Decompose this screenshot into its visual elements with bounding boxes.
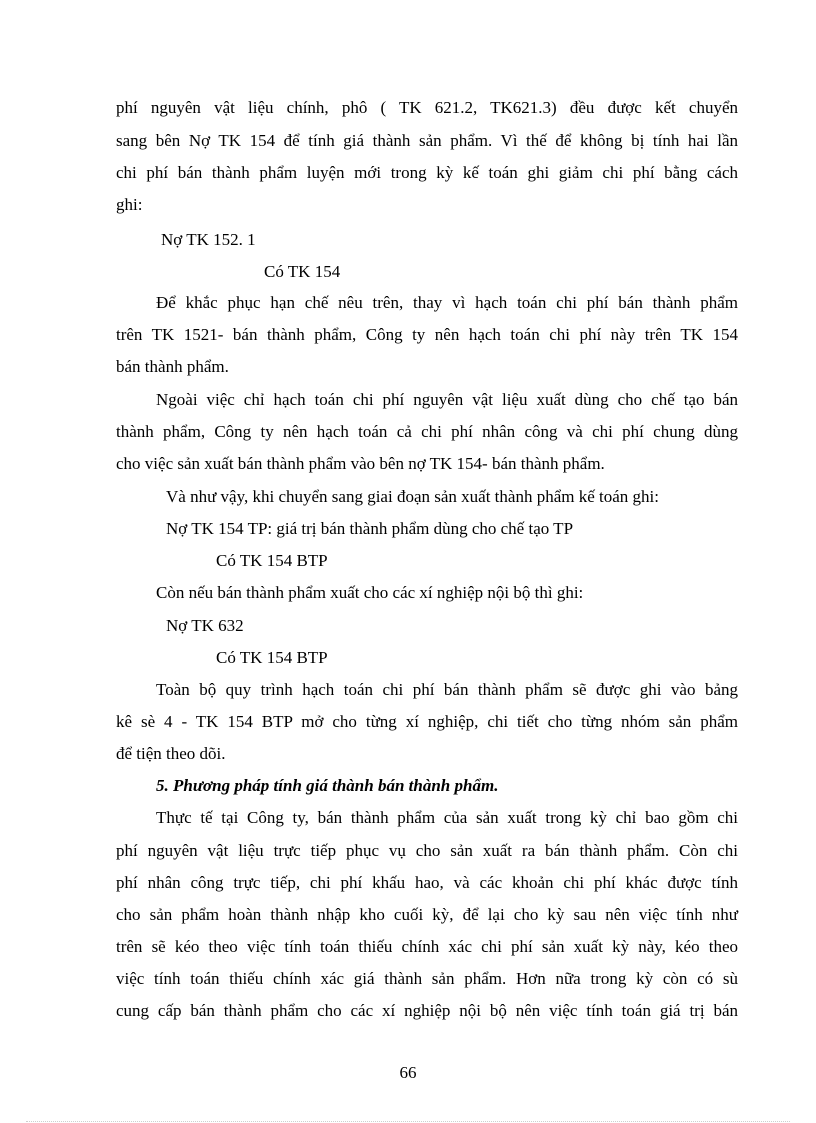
- journal-entry-credit: Có TK 154 BTP: [216, 648, 328, 667]
- paragraph-line: Ngoài việc chỉ hạch toán chi phí nguyên vật liệu xuất dùng cho chế tạo bán: [156, 390, 738, 409]
- paragraph-line: Toàn bộ quy trình hạch toán chi phí bán thành phẩm sẽ được ghi vào bảng: [156, 680, 738, 699]
- paragraph-line: thành phẩm, Công ty nên hạch toán cả chi phí nhân công và chi phí chung dùng: [116, 422, 738, 441]
- paragraph-line: phí nguyên vật liệu chính, phô ( TK 621.2, TK621.3) đều được kết chuyển: [116, 98, 738, 117]
- paragraph-line: kê sè 4 - TK 154 BTP mở cho từng xí nghiệp, chi tiết cho từng nhóm sản phẩm: [116, 712, 738, 731]
- paragraph-line: Để khắc phục hạn chế nêu trên, thay vì hạch toán chi phí bán thành phẩm: [156, 293, 738, 312]
- journal-entry-debit: Nợ TK 154 TP: giá trị bán thành phẩm dùng cho chế tạo TP: [166, 519, 574, 538]
- paragraph-line: cho việc sản xuất bán thành phẩm vào bên nợ TK 154- bán thành phẩm.: [116, 454, 605, 473]
- paragraph-line: trên sẽ kéo theo việc tính toán thiếu chính xác chi phí sản xuất kỳ này, kéo theo: [116, 937, 738, 956]
- paragraph-line: cung cấp bán thành phẩm cho các xí nghiệp nội bộ nên việc tính toán giá trị bán: [116, 1001, 738, 1020]
- paragraph-line: trên TK 1521- bán thành phẩm, Công ty nên hạch toán chi phí này trên TK 154: [116, 325, 738, 344]
- paragraph-line: cho sản phẩm hoàn thành nhập kho cuối kỳ, để lại cho kỳ sau nên việc tính như: [116, 905, 738, 924]
- paragraph-line: bán thành phẩm.: [116, 357, 229, 376]
- journal-entry-credit: Có TK 154 BTP: [216, 551, 328, 570]
- paragraph-line: ghi:: [116, 195, 143, 214]
- journal-entry-debit: Nợ TK 152. 1: [161, 230, 256, 249]
- paragraph-line: Và như vậy, khi chuyển sang giai đoạn sản xuất thành phẩm kế toán ghi:: [166, 487, 659, 506]
- paragraph-line: Thực tế tại Công ty, bán thành phẩm của sản xuất trong kỳ chỉ bao gồm chi: [156, 808, 738, 827]
- paragraph-line: để tiện theo dõi.: [116, 744, 226, 763]
- paragraph-line: Còn nếu bán thành phẩm xuất cho các xí nghiệp nội bộ thì ghi:: [156, 583, 584, 602]
- paragraph-line: phí nguyên vật liệu trực tiếp phục vụ cho sản xuất ra bán thành phẩm. Còn chi: [116, 841, 738, 860]
- paragraph-line: sang bên Nợ TK 154 để tính giá thành sản phẩm. Vì thế để không bị tính hai lần: [116, 131, 738, 150]
- section-heading: 5. Phương pháp tính giá thành bán thành phẩm.: [156, 776, 499, 795]
- page-number: 66: [399, 1063, 417, 1082]
- journal-entry-debit: Nợ TK 632: [166, 616, 244, 635]
- journal-entry-credit: Có TK 154: [264, 262, 341, 281]
- page-bottom-divider: [26, 1121, 790, 1122]
- paragraph-line: phí nhân công trực tiếp, chi phí khấu hao, và các khoản chi phí khác được tính: [116, 873, 738, 892]
- paragraph-line: việc tính toán thiếu chính xác giá thành sản phẩm. Hơn nữa trong kỳ còn có sù: [116, 969, 738, 988]
- paragraph-line: chi phí bán thành phẩm luyện mới trong kỳ kế toán ghi giảm chi phí bằng cách: [116, 163, 738, 182]
